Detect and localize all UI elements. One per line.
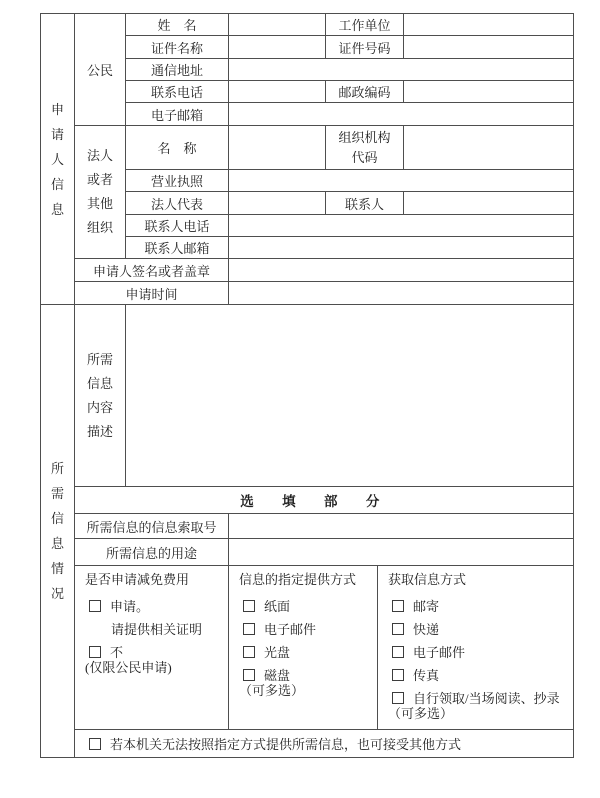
organization-group-label xyxy=(75,126,126,259)
purpose-input-cell[interactable] xyxy=(229,539,574,566)
purpose-label: 所需信息的用途 xyxy=(75,539,229,566)
content-desc-label xyxy=(75,305,126,487)
index-no-input-cell[interactable] xyxy=(229,514,574,539)
phone-input-cell[interactable] xyxy=(229,81,326,103)
signature-input-cell[interactable] xyxy=(229,259,574,282)
obtain-option-email-label: 电子邮件 xyxy=(413,645,466,660)
contact-phone-input-cell[interactable] xyxy=(229,215,574,237)
required-info-section-label xyxy=(41,305,75,758)
obtain-method-title: 获取信息方式 xyxy=(388,572,467,587)
optional-section-title: 选填部分 xyxy=(75,487,574,514)
required-info-table xyxy=(40,304,574,758)
legal-rep-input-cell[interactable] xyxy=(229,192,326,215)
delivery-option-email-label: 电子邮件 xyxy=(264,622,317,637)
content-desc-input-cell[interactable] xyxy=(126,305,574,487)
delivery-method-footnote: （可多选） xyxy=(239,683,305,698)
checkbox-icon[interactable] xyxy=(89,738,101,750)
fee-waiver-cell xyxy=(75,566,229,730)
org-name-label: 名 称 xyxy=(126,126,229,170)
fee-apply-option-label: 申请。 xyxy=(110,599,150,614)
fee-waiver-title: 是否申请减免费用 xyxy=(85,572,190,587)
org-code-label-text: 组织机构代码 xyxy=(338,129,391,165)
apply-date-label: 申请时间 xyxy=(75,282,229,305)
org-code-input-cell[interactable] xyxy=(404,126,574,170)
license-input-cell[interactable] xyxy=(229,170,574,192)
address-label: 通信地址 xyxy=(126,59,229,81)
contact-phone-label: 联系人电话 xyxy=(126,215,229,237)
organization-group-label-text: 法人或者其他组织 xyxy=(86,148,113,235)
obtain-method-footnote: （可多选） xyxy=(388,706,454,721)
delivery-option-disk[interactable] xyxy=(229,669,375,683)
org-code-label xyxy=(326,126,404,170)
obtain-method-cell xyxy=(378,566,574,730)
address-input-cell[interactable] xyxy=(229,59,574,81)
form-table xyxy=(40,13,573,758)
legal-rep-label: 法人代表 xyxy=(126,192,229,215)
fee-waiver-footnote: (仅限公民申请) xyxy=(85,660,172,675)
obtain-option-fax[interactable] xyxy=(378,669,571,683)
obtain-option-express[interactable] xyxy=(378,623,571,637)
checkbox-icon[interactable] xyxy=(243,669,255,681)
obtain-option-self[interactable] xyxy=(378,692,571,706)
fee-apply-option[interactable] xyxy=(75,600,226,614)
applicant-section-label xyxy=(41,14,75,305)
checkbox-icon[interactable] xyxy=(392,600,404,612)
content-desc-label-text: 所需信息内容描述 xyxy=(86,351,113,439)
citizen-group-label: 公民 xyxy=(75,14,126,126)
delivery-option-disk-label: 磁盘 xyxy=(264,668,291,683)
checkbox-icon[interactable] xyxy=(243,646,255,658)
delivery-option-cd-label: 光盘 xyxy=(264,645,291,660)
fee-no-option[interactable] xyxy=(75,646,226,660)
delivery-option-email[interactable] xyxy=(229,623,375,637)
obtain-option-self-label: 自行领取/当场阅读、抄录 xyxy=(413,691,560,706)
signature-label: 申请人签名或者盖章 xyxy=(75,259,229,282)
checkbox-icon[interactable] xyxy=(392,692,404,704)
fallback-note-label: 若本机关无法按照指定方式提供所需信息，也可接受其他方式 xyxy=(110,737,462,752)
contact-input-cell[interactable] xyxy=(404,192,574,215)
checkbox-icon[interactable] xyxy=(392,669,404,681)
checkbox-icon[interactable] xyxy=(392,623,404,635)
id-name-input-cell[interactable] xyxy=(229,36,326,59)
apply-date-input-cell[interactable] xyxy=(229,282,574,305)
license-label: 营业执照 xyxy=(126,170,229,192)
fee-apply-note: 请提供相关证明 xyxy=(111,622,203,637)
delivery-method-title: 信息的指定提供方式 xyxy=(239,572,357,587)
id-number-label: 证件号码 xyxy=(326,36,404,59)
name-input-cell[interactable] xyxy=(229,14,326,36)
obtain-option-mail-label: 邮寄 xyxy=(413,599,440,614)
name-label: 姓 名 xyxy=(126,14,229,36)
checkbox-icon[interactable] xyxy=(89,646,101,658)
id-number-input-cell[interactable] xyxy=(404,36,574,59)
checkbox-icon[interactable] xyxy=(243,623,255,635)
work-unit-input-cell[interactable] xyxy=(404,14,574,36)
work-unit-label: 工作单位 xyxy=(326,14,404,36)
applicant-info-table xyxy=(40,13,574,305)
checkbox-icon[interactable] xyxy=(89,600,101,612)
index-no-label: 所需信息的信息索取号 xyxy=(75,514,229,539)
postcode-label: 邮政编码 xyxy=(326,81,404,103)
contact-email-input-cell[interactable] xyxy=(229,237,574,259)
postcode-input-cell[interactable] xyxy=(404,81,574,103)
contact-email-label: 联系人邮箱 xyxy=(126,237,229,259)
obtain-option-fax-label: 传真 xyxy=(413,668,440,683)
required-info-section-label-text: 所需信息情况 xyxy=(50,461,64,601)
org-name-input-cell[interactable] xyxy=(229,126,326,170)
checkbox-icon[interactable] xyxy=(243,600,255,612)
applicant-section-label-text: 申请人信息 xyxy=(50,101,64,217)
fee-no-option-label: 不 xyxy=(110,645,124,660)
obtain-option-mail[interactable] xyxy=(378,600,571,614)
id-name-label: 证件名称 xyxy=(126,36,229,59)
delivery-option-paper-label: 纸面 xyxy=(264,599,291,614)
email-label: 电子邮箱 xyxy=(126,103,229,126)
fallback-note-cell xyxy=(75,730,574,758)
phone-label: 联系电话 xyxy=(126,81,229,103)
obtain-option-express-label: 快递 xyxy=(413,622,440,637)
email-input-cell[interactable] xyxy=(229,103,574,126)
delivery-option-paper[interactable] xyxy=(229,600,375,614)
delivery-method-cell xyxy=(229,566,378,730)
obtain-option-email[interactable] xyxy=(378,646,571,660)
delivery-option-cd[interactable] xyxy=(229,646,375,660)
contact-label: 联系人 xyxy=(326,192,404,215)
checkbox-icon[interactable] xyxy=(392,646,404,658)
